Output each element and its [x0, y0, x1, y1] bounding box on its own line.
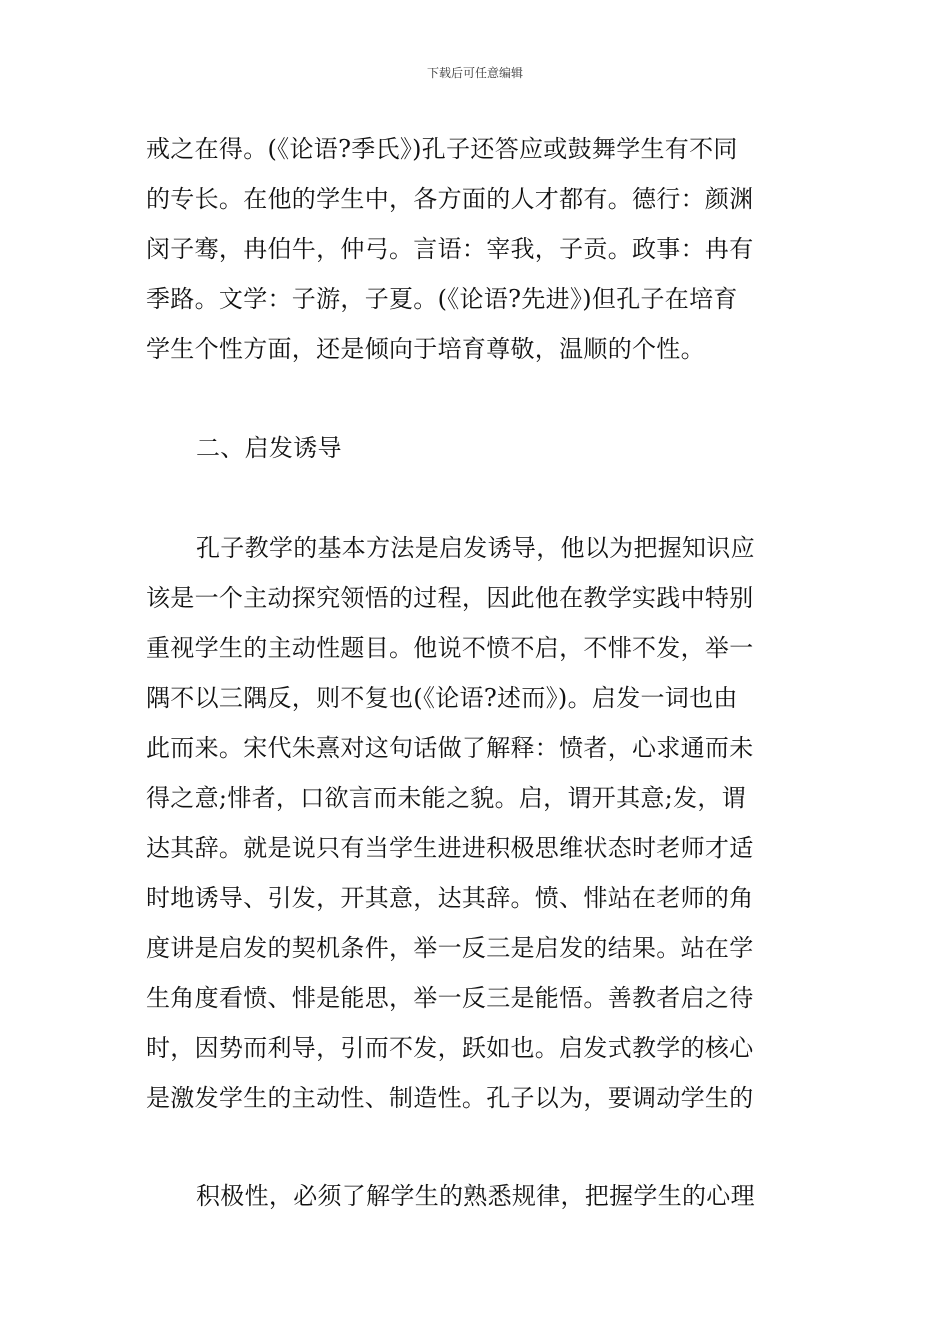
text-line: 该是一个主动探究领悟的过程，因此他在教学实践中特别 — [146, 584, 754, 612]
text-line: 的专长。在他的学生中，各方面的人才都有。德行：颜渊 — [146, 185, 754, 213]
text-line: 时地诱导、引发，开其意，达其辞。愤、悱站在老师的角 — [146, 884, 754, 912]
text-line: 孔子教学的基本方法是启发诱导，他以为把握知识应 — [196, 534, 755, 562]
paragraph-1 — [146, 124, 810, 374]
text-line: 此而来。宋代朱熹对这句话做了解释：愤者，心求通而未 — [146, 734, 754, 762]
text-line: 是激发学生的主动性、制造性。孔子以为，要调动学生的 — [146, 1084, 754, 1112]
text-line: 积极性，必须了解学生的熟悉规律，把握学生的心理 — [196, 1182, 755, 1210]
page-header-note: 下载后可任意编辑 — [426, 66, 523, 80]
text-line: 学生个性方面，还是倾向于培育尊敬，温顺的个性。 — [146, 335, 705, 363]
text-line: 时，因势而利导，引而不发，跃如也。启发式教学的核心 — [146, 1034, 754, 1062]
paragraph-3 — [146, 1171, 810, 1221]
text-line: 隅不以三隅反，则不复也(《论语?述而》)。启发一词也由 — [146, 684, 738, 712]
text-line: 季路。文学：子游，子夏。(《论语?先进》)但孔子在培育 — [146, 285, 738, 313]
text-line: 达其辞。就是说只有当学生进进积极思维状态时老师才适 — [146, 834, 754, 862]
text-line: 闵子骞，冉伯牛，仲弓。言语：宰我，子贡。政事：冉有 — [146, 235, 754, 263]
paragraph-2 — [146, 523, 810, 1123]
section-heading-text: 二、启发诱导 — [196, 434, 342, 462]
section-heading — [146, 423, 810, 473]
text-line: 重视学生的主动性题目。他说不愤不启，不悱不发，举一 — [146, 634, 754, 662]
text-line: 生角度看愤、悱是能思，举一反三是能悟。善教者启之待 — [146, 984, 754, 1012]
text-line: 得之意;悱者，口欲言而未能之貌。启，谓开其意;发，谓 — [146, 784, 746, 812]
text-line: 戒之在得。(《论语?季氏》)孔子还答应或鼓舞学生有不同 — [146, 135, 738, 163]
text-line: 度讲是启发的契机条件，举一反三是启发的结果。站在学 — [146, 934, 754, 962]
